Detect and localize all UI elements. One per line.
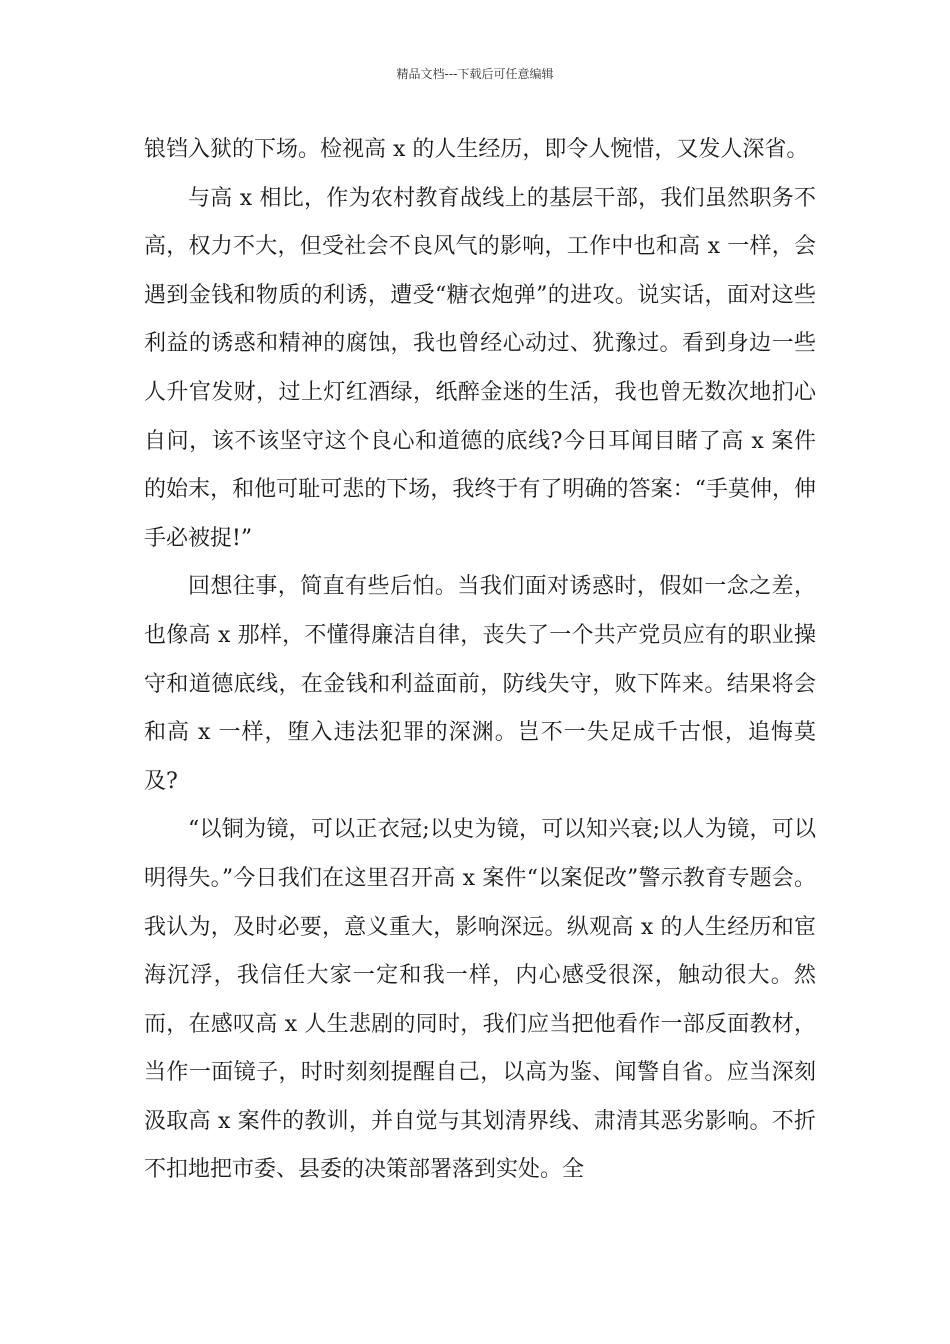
paragraph-2: 与高 x 相比，作为农村教育战线上的基层干部，我们虽然职务不高，权力不大，但受社会不良风气的影响，工作中也和高 x 一样，会遇到金钱和物质的利诱，遭受“糖衣炮弹”的进攻。说实话，面对这些利益的诱惑和精神的腐蚀，我也曾经心动过、犹豫过。看到身边一些人升官发财，过上灯红酒绿，纸醉金迷的生活，我也曾无数次地扪心自问，该不该坚守这个良心和道德的底线?今日耳闻目睹了高 x 案件的始末，和他可耻可悲的下场，我终于有了明确的答案：“手莫伸，伸手必被捉!” (144, 185, 816, 551)
page-header: 精品文档---下载后可任意编辑 (396, 67, 554, 81)
document-body (144, 126, 816, 1195)
paragraph-1: 锒铛入狱的下场。检视高 x 的人生经历，即令人惋惜，又发人深省。 (144, 137, 809, 162)
paragraph-4: “以铜为镜，可以正衣冠;以史为镜，可以知兴衰;以人为镜，可以明得失。”今日我们在这里召开高 x 案件“以案促改”警示教育专题会。我认为，及时必要，意义重大，影响深远。纵观高 x 的人生经历和宦海沉浮，我信任大家一定和我一样，内心感受很深，触动很大。然而，在感叹高 x 人生悲剧的同时，我们应当把他看作一部反面教材，当作一面镜子，时时刻刻提醒自己，以高为鉴、闻警自省。应当深刻汲取高 x 案件的教训，并自觉与其划清界线、肃清其恶劣影响。不折不扣地把市委、县委的决策部署落到实处。全 (144, 817, 816, 1183)
paragraph-3: 回想往事，简直有些后怕。当我们面对诱惑时，假如一念之差，也像高 x 那样，不懂得廉洁自律，丧失了一个共产党员应有的职业操守和道德底线，在金钱和利益面前，防线失守，败下阵来。结果将会和高 x 一样，堕入违法犯罪的深渊。岂不一失足成千古恨，追悔莫及? (144, 574, 816, 794)
